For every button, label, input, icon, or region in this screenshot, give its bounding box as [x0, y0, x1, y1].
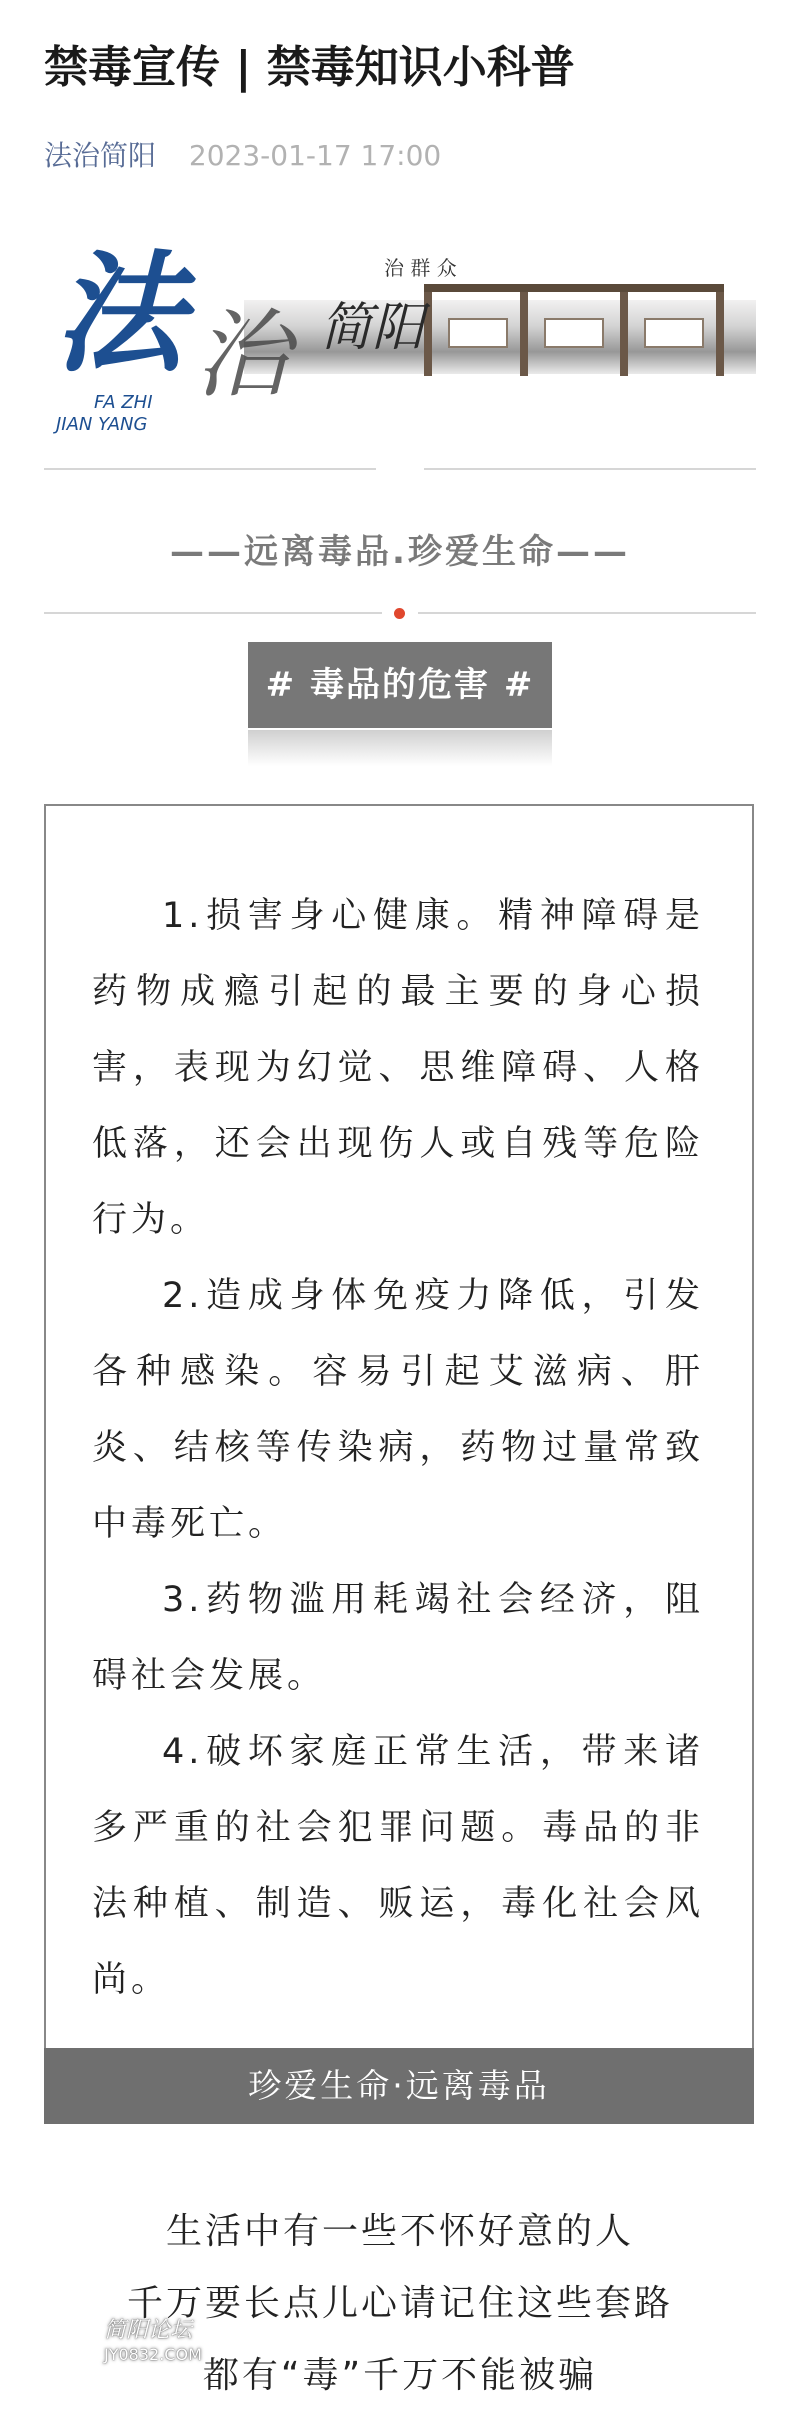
divider-dot-left: [44, 612, 382, 614]
poem-line-1: 生活中有一些不怀好意的人: [165, 2211, 634, 2252]
poem-line-2: 千万要长点儿心请记住这些套路: [126, 2283, 673, 2324]
logo-calligraphy-zhi: 治: [194, 299, 290, 411]
content-paragraph-2: 2.造成身体免疫力降低，引发各种感染。容易引起艾滋病、肝炎、结核等传染病，药物过量常致中毒死亡。: [92, 1276, 704, 1544]
divider-right: [424, 468, 756, 470]
section-title-tag: # 毒品的危害 #: [248, 642, 552, 728]
publish-time: 2023-01-17 17:00: [188, 139, 442, 172]
poem-line-3: 都有“毒”千万不能被骗: [202, 2355, 598, 2396]
account-name-link[interactable]: 法治简阳: [44, 139, 157, 172]
logo-calligraphy-fa: 法: [54, 237, 185, 390]
logo-calligraphy-jianyang: 简阳: [320, 298, 425, 358]
site-watermark: [104, 2318, 214, 2372]
content-paragraph-3: 3.药物滥用耗竭社会经济，阻碍社会发展。: [92, 1580, 704, 1696]
content-paragraph-1: 1.损害身心健康。精神障碍是药物成瘾引起的最主要的身心损害，表现为幻觉、思维障碍、人格低落，还会出现伤人或自残等危险行为。: [92, 896, 704, 1240]
closing-poem: [0, 2196, 800, 2412]
divider-dot-right: [418, 612, 756, 614]
content-paragraph-4: 4.破坏家庭正常生活，带来诸多严重的社会犯罪问题。毒品的非法种植、制造、贩运，毒化社会风尚。: [92, 1732, 704, 2000]
content-box: [44, 804, 754, 2124]
banner-gate-text: 治 群 众: [384, 256, 457, 280]
watermark-line2: JY0832.COM: [104, 2345, 202, 2364]
red-dot-ornament: [394, 608, 405, 619]
content-box-footer: 珍爱生命·远离毒品: [44, 2048, 754, 2124]
watermark-line1: 简阳论坛: [104, 2318, 193, 2343]
header-banner-image: [44, 237, 756, 440]
logo-english-line1: FA ZHI: [94, 392, 153, 413]
logo-english-line2: JIAN YANG: [56, 414, 148, 435]
section-tag-reflection: [248, 730, 552, 766]
content-text: [92, 878, 704, 2018]
divider-left: [44, 468, 376, 470]
article-title: 禁毒宣传 | 禁毒知识小科普: [44, 42, 575, 93]
slogan-banner: ——远离毒品.珍爱生命——: [170, 532, 630, 572]
banner-gate-illustration: [384, 256, 724, 376]
article-meta: [44, 136, 441, 176]
